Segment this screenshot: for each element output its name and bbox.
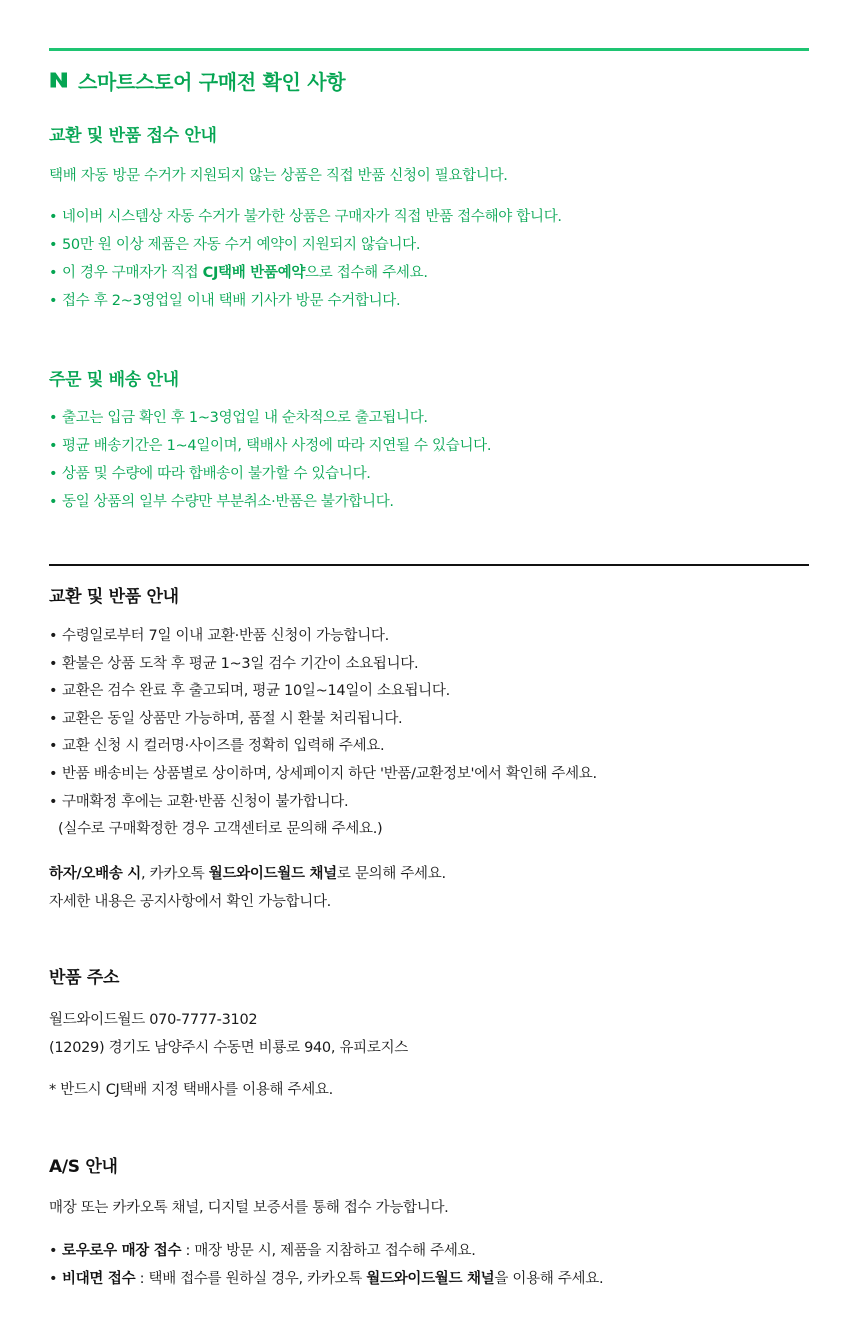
kakao-channel-name: 월드와이드월드 채널	[366, 1271, 495, 1287]
return-address-heading: 반품 주소	[49, 968, 120, 988]
list-item: • 네이버 시스템상 자동 수거가 불가한 상품은 구매자가 직접 반품 접수해야 합니다.	[49, 209, 562, 225]
as-guide-item-remote: • 비대면 접수 : 택배 접수를 원하실 경우, 카카오톡 월드와이드월드 채널을 이용해 주세요.	[49, 1271, 604, 1287]
list-item: • 교환은 동일 상품만 가능하며, 품절 시 환불 처리됩니다.	[49, 710, 403, 727]
list-item: • 수령일로부터 7일 이내 교환·반품 신청이 가능합니다.	[49, 628, 389, 644]
return-address-line: (12029) 경기도 남양주시 수동면 비룡로 940, 유피로지스	[49, 1040, 409, 1056]
exchange-return-heading: 교환 및 반품 안내	[49, 587, 179, 607]
list-item: • 교환은 검수 완료 후 출고되며, 평균 10일~14일이 소요됩니다.	[49, 683, 450, 700]
exchange-return-list	[49, 625, 597, 846]
section-divider	[49, 564, 809, 566]
list-item: • 접수 후 2~3영업일 이내 택배 기사가 방문 수거합니다.	[49, 293, 401, 309]
list-item: • 이 경우 구매자가 직접 CJ택배 반품예약으로 접수해 주세요.	[49, 265, 428, 281]
list-item: • 상품 및 수량에 따라 합배송이 불가할 수 있습니다.	[49, 466, 371, 482]
return-address-phone: 월드와이드월드 070-7777-3102	[49, 1012, 258, 1028]
as-guide-item-store: • 로우로우 매장 접수 : 매장 방문 시, 제품을 지참하고 접수해 주세요.	[49, 1243, 476, 1259]
list-item: • 동일 상품의 일부 수량만 부분취소·반품은 불가합니다.	[49, 494, 394, 510]
kakao-channel-name: 월드와이드월드 채널	[208, 866, 337, 882]
as-guide-intro: 매장 또는 카카오톡 채널, 디지털 보증서를 통해 접수 가능합니다.	[49, 1200, 449, 1216]
list-item-note: (실수로 구매확정한 경우 고객센터로 문의해 주세요.)	[58, 821, 383, 838]
exchange-receipt-intro: 택배 자동 방문 수거가 지원되지 않는 상품은 직접 반품 신청이 필요합니다.	[49, 168, 508, 184]
list-item: • 반품 배송비는 상품별로 상이하며, 상세페이지 하단 '반품/교환정보'에서 확인해 주세요.	[49, 765, 597, 782]
list-item: • 구매확정 후에는 교환·반품 신청이 불가합니다.	[49, 793, 349, 810]
order-shipping-list	[49, 407, 491, 519]
exchange-receipt-list	[49, 206, 562, 318]
defect-notice: 하자/오배송 시, 카카오톡 월드와이드월드 채널로 문의해 주세요.	[49, 866, 446, 882]
naver-n-logo-icon	[49, 70, 69, 90]
return-address-note: * 반드시 CJ택배 지정 택배사를 이용해 주세요.	[49, 1082, 333, 1098]
detail-note: 자세한 내용은 공지사항에서 확인 가능합니다.	[49, 894, 331, 910]
list-item: • 출고는 입금 확인 후 1~3영업일 내 순차적으로 출고됩니다.	[49, 410, 428, 426]
order-shipping-heading: 주문 및 배송 안내	[49, 370, 179, 390]
brand-header	[49, 67, 345, 93]
list-item: • 교환 신청 시 컬러명·사이즈를 정확히 입력해 주세요.	[49, 738, 385, 755]
list-item: • 환불은 상품 도착 후 평균 1~3일 검수 기간이 소요됩니다.	[49, 655, 419, 672]
list-item: • 50만 원 이상 제품은 자동 수거 예약이 지원되지 않습니다.	[49, 237, 421, 253]
list-item: • 평균 배송기간은 1~4일이며, 택배사 사정에 따라 지연될 수 있습니다.	[49, 438, 492, 454]
exchange-receipt-heading: 교환 및 반품 접수 안내	[49, 126, 217, 146]
green-divider	[49, 48, 809, 51]
cj-return-booking: CJ택배 반품예약	[202, 265, 306, 281]
page-title: 스마트스토어 구매전 확인 사항	[78, 69, 346, 94]
as-guide-heading: A/S 안내	[49, 1157, 118, 1177]
